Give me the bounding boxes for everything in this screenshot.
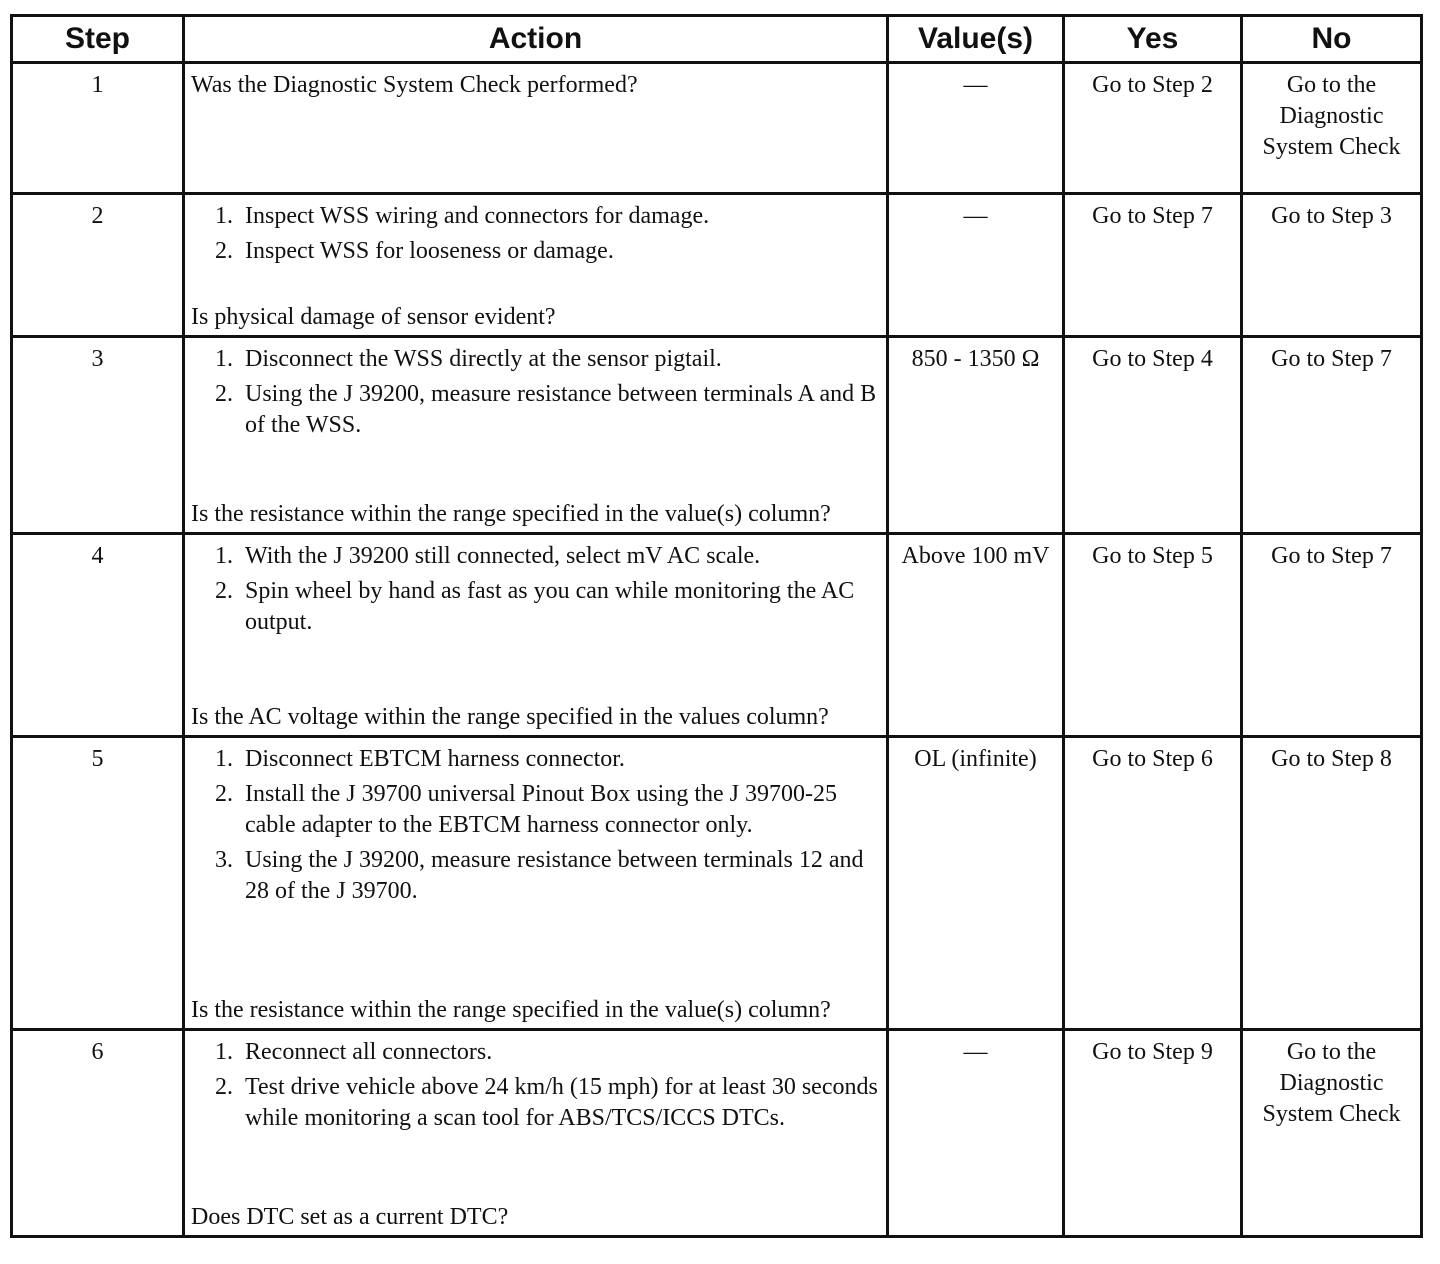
action-step-number: 1.	[215, 543, 233, 569]
step-cell: 1	[12, 63, 184, 194]
value-cell: —	[888, 1030, 1064, 1237]
header-no: No	[1242, 16, 1422, 63]
diagnostic-table-page	[10, 14, 1420, 1238]
step-cell: 3	[12, 337, 184, 534]
action-step-item	[215, 541, 880, 572]
action-step-number: 2.	[215, 1074, 233, 1100]
action-step-number: 1.	[215, 1039, 233, 1065]
value-cell: —	[888, 194, 1064, 337]
action-step-item	[215, 744, 880, 775]
header-values: Value(s)	[888, 16, 1064, 63]
action-step-text: Install the J 39700 universal Pinout Box using the J 39700-25 cable adapter to the EBTCM harness connector only.	[245, 781, 837, 838]
action-step-number: 1.	[215, 203, 233, 229]
value-cell: —	[888, 63, 1064, 194]
action-step-item	[215, 845, 880, 907]
action-steps	[191, 744, 880, 907]
action-step-item	[215, 779, 880, 841]
action-step-text: Inspect WSS wiring and connectors for damage.	[245, 203, 710, 229]
action-step-text: Inspect WSS for looseness or damage.	[245, 238, 614, 264]
diagnostic-table	[10, 14, 1423, 1238]
action-step-text: Using the J 39200, measure resistance between terminals A and B of the WSS.	[245, 381, 877, 438]
action-step-number: 2.	[215, 781, 233, 807]
header-step: Step	[12, 16, 184, 63]
action-step-item	[215, 576, 880, 638]
action-question: Is the AC voltage within the range specified in the values column?	[191, 704, 829, 730]
action-question: Does DTC set as a current DTC?	[191, 1204, 509, 1230]
action-step-text: Disconnect EBTCM harness connector.	[245, 746, 625, 772]
table-row	[12, 1030, 1422, 1237]
action-step-item	[215, 1037, 880, 1068]
action-step-text: Spin wheel by hand as fast as you can while monitoring the AC output.	[245, 578, 855, 635]
action-step-text: Reconnect all connectors.	[245, 1039, 493, 1065]
yes-cell: Go to Step 7	[1064, 194, 1242, 337]
action-step-number: 2.	[215, 578, 233, 604]
action-step-number: 2.	[215, 238, 233, 264]
table-row	[12, 194, 1422, 337]
header-action: Action	[184, 16, 888, 63]
action-question: Is the resistance within the range specified in the value(s) column?	[191, 997, 831, 1023]
action-cell	[184, 1030, 888, 1237]
action-intro: Was the Diagnostic System Check performed?	[191, 72, 638, 98]
action-step-number: 1.	[215, 746, 233, 772]
action-step-number: 2.	[215, 381, 233, 407]
action-steps	[191, 344, 880, 441]
yes-cell: Go to Step 4	[1064, 337, 1242, 534]
no-cell: Go to Step 7	[1242, 337, 1422, 534]
action-steps	[191, 541, 880, 638]
no-cell: Go to Step 3	[1242, 194, 1422, 337]
yes-cell: Go to Step 5	[1064, 534, 1242, 737]
yes-cell: Go to Step 2	[1064, 63, 1242, 194]
table-row	[12, 534, 1422, 737]
table-row	[12, 337, 1422, 534]
header-row	[12, 16, 1422, 63]
action-step-item	[215, 344, 880, 375]
action-step-number: 1.	[215, 346, 233, 372]
value-cell: 850 - 1350 Ω	[888, 337, 1064, 534]
no-cell: Go to Step 8	[1242, 737, 1422, 1030]
action-step-item	[215, 236, 880, 267]
yes-cell: Go to Step 9	[1064, 1030, 1242, 1237]
action-step-item	[215, 201, 880, 232]
action-question: Is physical damage of sensor evident?	[191, 304, 556, 330]
header-yes: Yes	[1064, 16, 1242, 63]
action-step-text: Test drive vehicle above 24 km/h (15 mph) for at least 30 seconds while monitoring a scan tool for ABS/TCS/ICCS DTCs.	[245, 1074, 878, 1131]
action-step-number: 3.	[215, 847, 233, 873]
action-step-item	[215, 1072, 880, 1134]
action-cell	[184, 337, 888, 534]
step-cell: 2	[12, 194, 184, 337]
step-cell: 4	[12, 534, 184, 737]
no-cell: Go to the Diagnostic System Check	[1242, 1030, 1422, 1237]
action-step-text: Disconnect the WSS directly at the sensor pigtail.	[245, 346, 722, 372]
step-cell: 5	[12, 737, 184, 1030]
action-cell	[184, 737, 888, 1030]
table-row	[12, 63, 1422, 194]
no-cell: Go to the Diagnostic System Check	[1242, 63, 1422, 194]
action-steps	[191, 1037, 880, 1134]
action-question: Is the resistance within the range specified in the value(s) column?	[191, 501, 831, 527]
step-cell: 6	[12, 1030, 184, 1237]
action-step-item	[215, 379, 880, 441]
action-step-text: With the J 39200 still connected, select mV AC scale.	[245, 543, 761, 569]
no-cell: Go to Step 7	[1242, 534, 1422, 737]
action-cell	[184, 534, 888, 737]
action-steps	[191, 201, 880, 267]
yes-cell: Go to Step 6	[1064, 737, 1242, 1030]
action-cell	[184, 63, 888, 194]
value-cell: Above 100 mV	[888, 534, 1064, 737]
table-row	[12, 737, 1422, 1030]
action-cell	[184, 194, 888, 337]
value-cell: OL (infinite)	[888, 737, 1064, 1030]
action-step-text: Using the J 39200, measure resistance between terminals 12 and 28 of the J 39700.	[245, 847, 864, 904]
